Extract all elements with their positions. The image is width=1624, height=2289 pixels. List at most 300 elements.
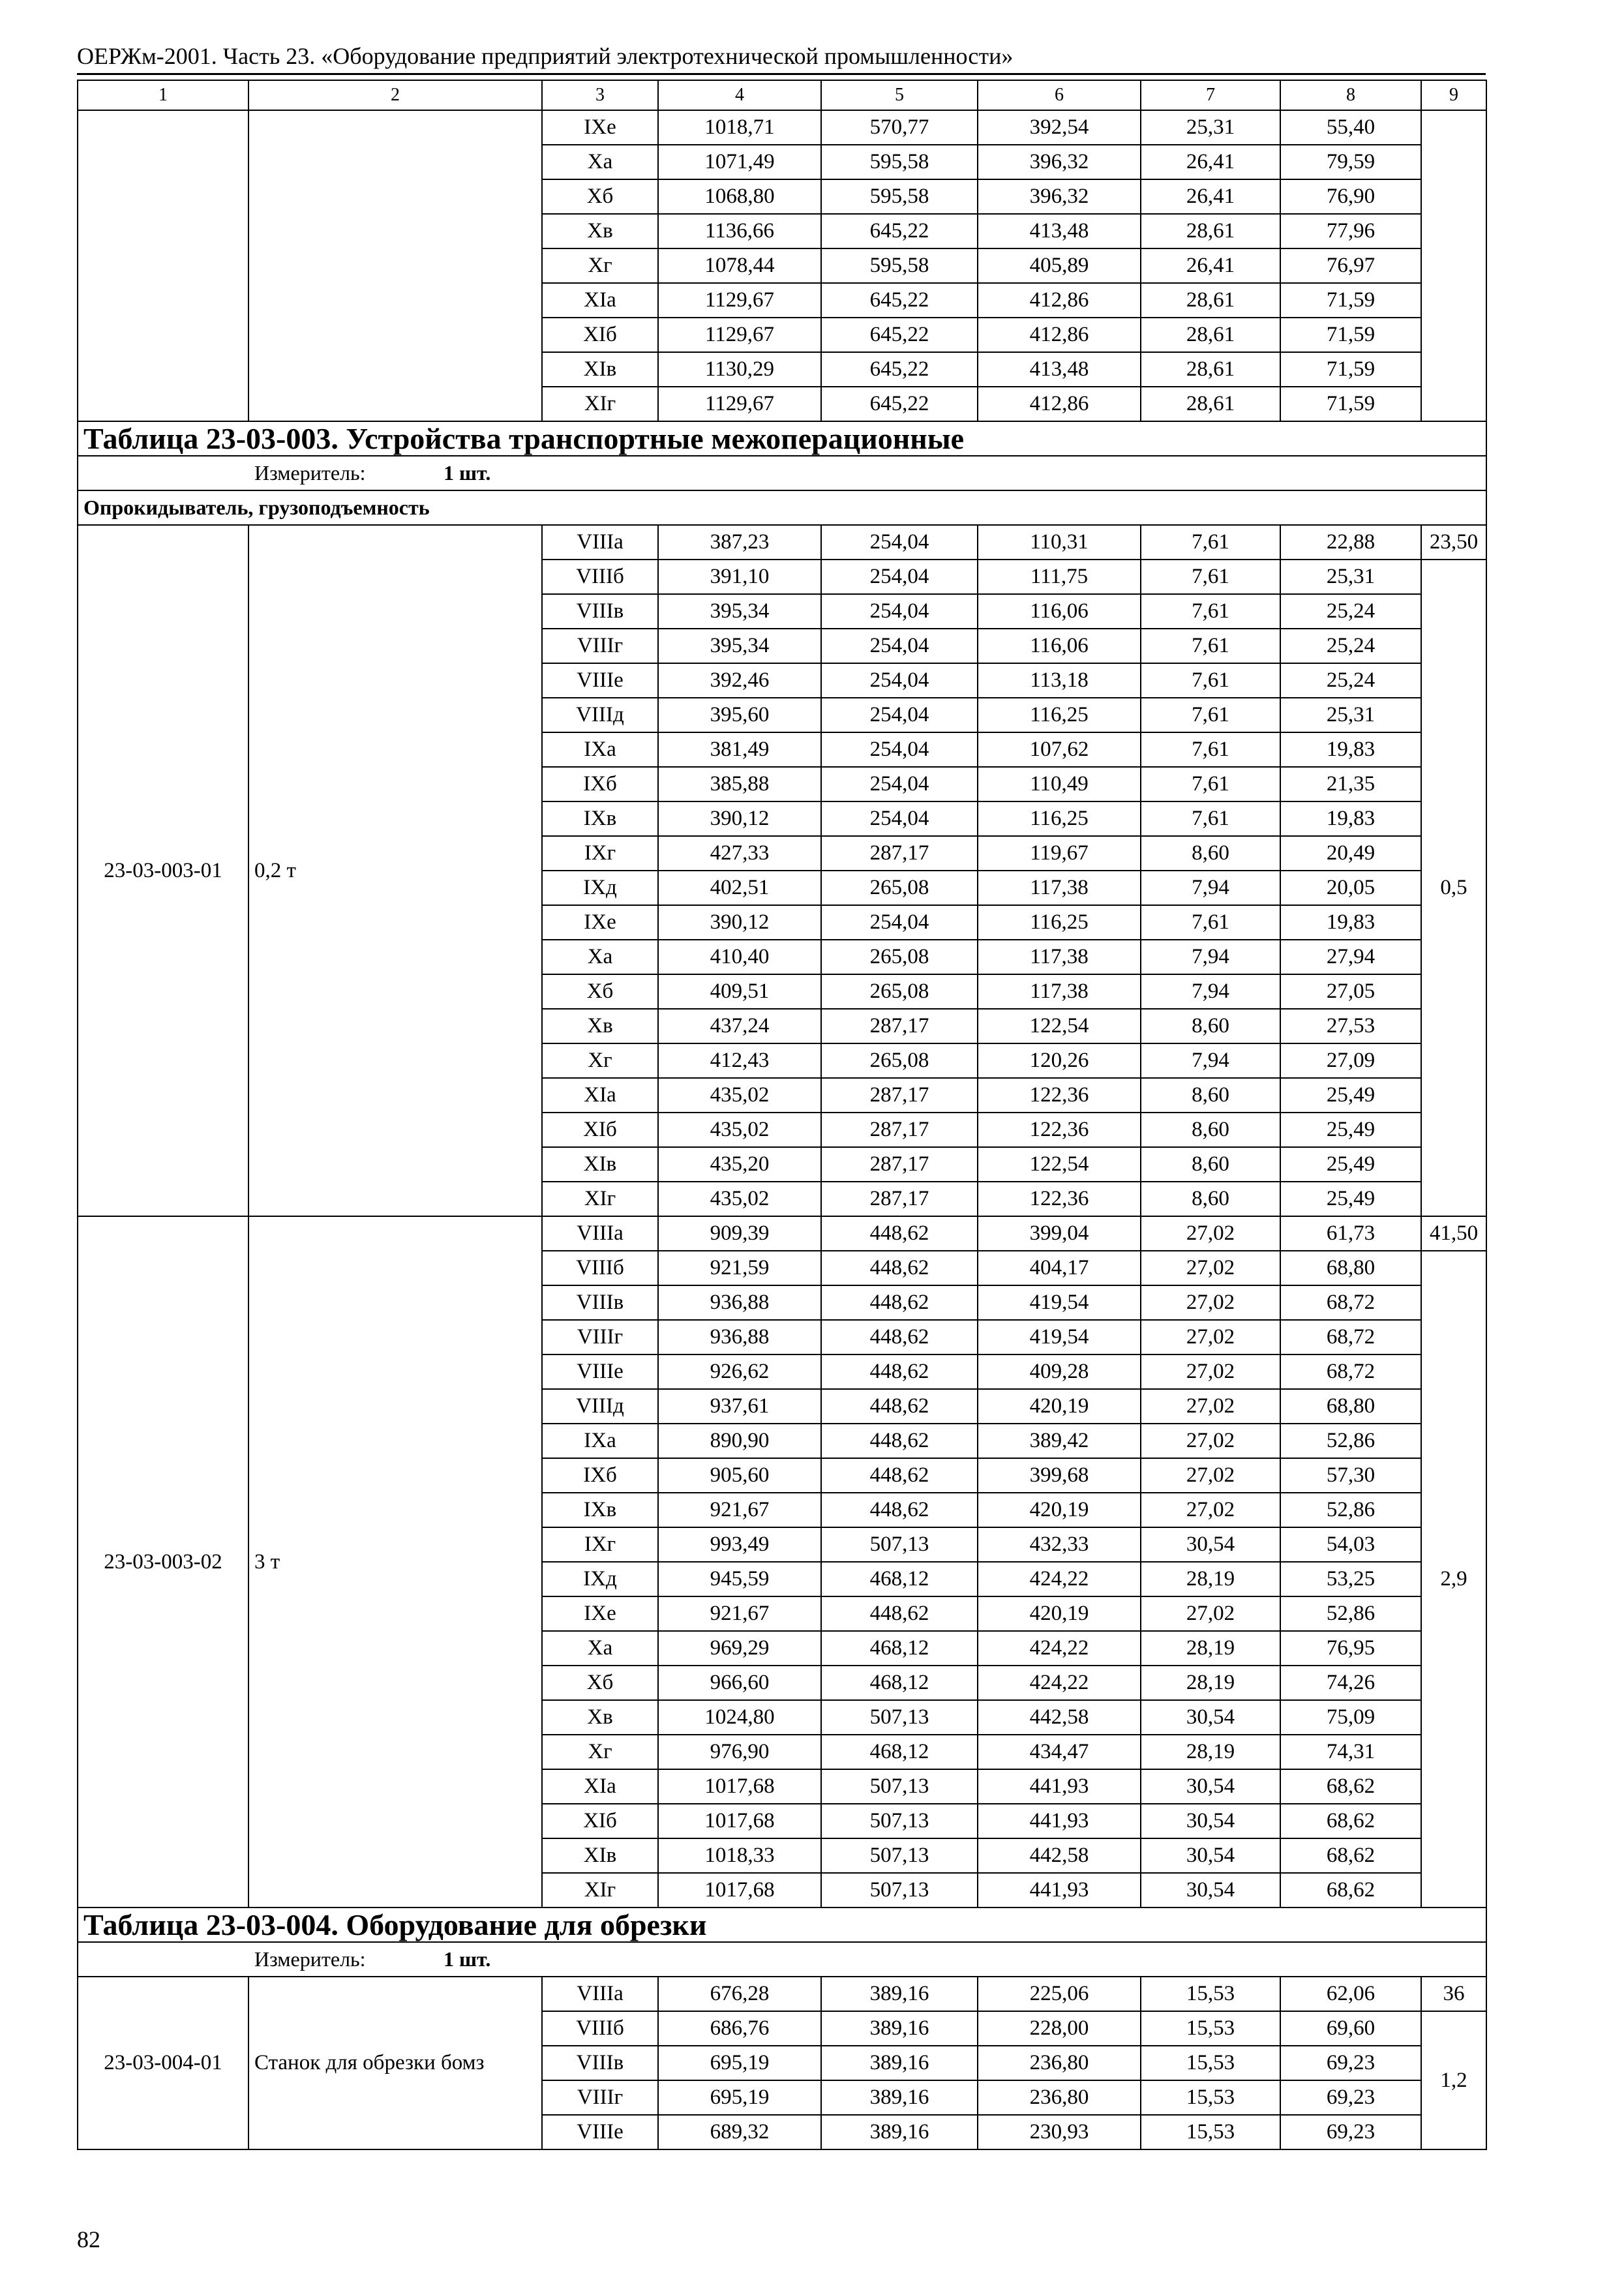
rate-code-cell: 23-03-003-02 [78,1216,248,1908]
labor-cost-cell: 595,58 [821,145,978,179]
total-cost-cell: 1018,33 [658,1838,821,1873]
labor-cost-cell: 265,08 [821,871,978,905]
materials-cost-cell: 55,40 [1280,110,1421,145]
machine-cost-cell: 409,28 [978,1354,1141,1389]
labor-cost-cell: 448,62 [821,1251,978,1285]
labor-cost-cell: 254,04 [821,698,978,732]
operator-wage-cell: 27,02 [1141,1285,1280,1320]
materials-cost-cell: 76,90 [1280,179,1421,214]
labor-cost-cell: 645,22 [821,387,978,421]
machine-cost-cell: 236,80 [978,2080,1141,2115]
column-number-row [78,80,1486,110]
operator-wage-cell: 30,54 [1141,1804,1280,1838]
operator-wage-cell: 7,61 [1141,801,1280,836]
zone-cell: XIв [542,352,658,387]
machine-cost-cell: 396,32 [978,145,1141,179]
materials-cost-cell: 27,53 [1280,1009,1421,1043]
total-cost-cell: 390,12 [658,801,821,836]
header-rule [77,73,1486,75]
operator-wage-cell: 8,60 [1141,1182,1280,1216]
operator-wage-cell: 28,19 [1141,1562,1280,1596]
rates-table [77,80,1487,2150]
operator-wage-cell: 7,61 [1141,629,1280,663]
total-cost-cell: 1136,66 [658,214,821,248]
total-cost-cell: 921,67 [658,1596,821,1631]
total-cost-cell: 435,02 [658,1113,821,1147]
total-cost-cell: 1129,67 [658,283,821,318]
total-cost-cell: 676,28 [658,1977,821,2011]
materials-cost-cell: 69,60 [1280,2011,1421,2046]
materials-cost-cell: 19,83 [1280,732,1421,767]
machine-cost-cell: 419,54 [978,1285,1141,1320]
machine-cost-cell: 110,31 [978,525,1141,560]
zone-cell: Xб [542,974,658,1009]
column-number: 9 [1421,80,1486,110]
materials-cost-cell: 76,97 [1280,248,1421,283]
machine-cost-cell: 419,54 [978,1320,1141,1354]
total-cost-cell: 392,46 [658,663,821,698]
machine-cost-cell: 230,93 [978,2115,1141,2149]
zone-cell: Xв [542,214,658,248]
zone-cell: IXа [542,1424,658,1458]
labor-cost-cell: 448,62 [821,1354,978,1389]
total-cost-cell: 921,67 [658,1493,821,1527]
zone-cell: VIIIа [542,1977,658,2011]
zone-cell: VIIIе [542,2115,658,2149]
labor-cost-cell: 287,17 [821,836,978,871]
zone-cell: VIIIб [542,1251,658,1285]
total-cost-cell: 435,20 [658,1147,821,1182]
total-cost-cell: 905,60 [658,1458,821,1493]
rate-name-cell: 3 т [248,1216,542,1908]
total-cost-cell: 695,19 [658,2080,821,2115]
total-cost-cell: 1078,44 [658,248,821,283]
labor-cost-cell: 468,12 [821,1735,978,1769]
machine-cost-cell: 122,36 [978,1182,1141,1216]
total-cost-cell: 427,33 [658,836,821,871]
labor-cost-cell: 448,62 [821,1458,978,1493]
operator-wage-cell: 28,61 [1141,283,1280,318]
zone-cell: Xб [542,179,658,214]
subtitle-row [78,490,1486,525]
zone-cell: VIIIв [542,1285,658,1320]
operator-wage-cell: 28,19 [1141,1735,1280,1769]
unit-value: 1 шт. [444,461,491,485]
materials-cost-cell: 68,80 [1280,1389,1421,1424]
total-cost-cell: 1017,68 [658,1769,821,1804]
labor-cost-cell: 287,17 [821,1113,978,1147]
materials-cost-cell: 61,73 [1280,1216,1421,1251]
labor-cost-cell: 645,22 [821,214,978,248]
zone-cell: Xг [542,1735,658,1769]
unit-row [78,456,1486,490]
machine-cost-cell: 442,58 [978,1838,1141,1873]
operator-wage-cell: 27,02 [1141,1596,1280,1631]
total-cost-cell: 395,34 [658,629,821,663]
unit-row [78,1942,1486,1977]
unit-value: 1 шт. [444,1947,491,1971]
total-cost-cell: 993,49 [658,1527,821,1562]
total-cost-cell: 395,34 [658,594,821,629]
materials-cost-cell: 69,23 [1280,2046,1421,2080]
machine-cost-cell: 117,38 [978,940,1141,974]
operator-wage-cell: 7,94 [1141,974,1280,1009]
labor-cost-cell: 254,04 [821,663,978,698]
labor-cost-cell: 254,04 [821,801,978,836]
machine-cost-cell: 116,25 [978,698,1141,732]
operator-wage-cell: 28,61 [1141,352,1280,387]
zone-cell: IXг [542,836,658,871]
unit-cell [78,1942,1486,1977]
labor-cost-cell: 254,04 [821,905,978,940]
total-cost-cell: 381,49 [658,732,821,767]
labor-cost-cell: 507,13 [821,1527,978,1562]
zone-cell: VIIIв [542,2046,658,2080]
zone-cell: XIа [542,1078,658,1113]
labor-cost-cell: 265,08 [821,940,978,974]
machine-cost-cell: 117,38 [978,974,1141,1009]
total-cost-cell: 395,60 [658,698,821,732]
total-cost-cell: 412,43 [658,1043,821,1078]
machine-cost-cell: 420,19 [978,1389,1141,1424]
materials-cost-cell: 25,31 [1280,560,1421,594]
operator-wage-cell: 30,54 [1141,1700,1280,1735]
zone-cell: IXв [542,1493,658,1527]
table-row [78,1977,1486,2011]
column-number: 7 [1141,80,1280,110]
operator-wage-cell: 7,61 [1141,732,1280,767]
labor-cost-cell: 595,58 [821,248,978,283]
operator-wage-cell: 8,60 [1141,836,1280,871]
labor-cost-cell: 507,13 [821,1769,978,1804]
zone-cell: VIIIб [542,560,658,594]
total-cost-cell: 1129,67 [658,318,821,352]
materials-cost-cell: 68,72 [1280,1320,1421,1354]
labor-cost-cell: 468,12 [821,1666,978,1700]
total-cost-cell: 1017,68 [658,1804,821,1838]
machine-cost-cell: 117,38 [978,871,1141,905]
zone-cell: IXе [542,1596,658,1631]
machinist-hours-cell: 2,9 [1421,1251,1486,1908]
rate-code-cell [78,110,248,421]
labor-cost-cell: 448,62 [821,1424,978,1458]
machine-cost-cell: 442,58 [978,1700,1141,1735]
machine-cost-cell: 412,86 [978,387,1141,421]
operator-wage-cell: 7,94 [1141,1043,1280,1078]
materials-cost-cell: 71,59 [1280,387,1421,421]
materials-cost-cell: 62,06 [1280,1977,1421,2011]
total-cost-cell: 1018,71 [658,110,821,145]
labor-cost-cell: 254,04 [821,594,978,629]
operator-wage-cell: 28,61 [1141,318,1280,352]
operator-wage-cell: 8,60 [1141,1113,1280,1147]
labor-cost-cell: 507,13 [821,1838,978,1873]
labor-cost-cell: 570,77 [821,110,978,145]
machine-cost-cell: 225,06 [978,1977,1141,2011]
materials-cost-cell: 54,03 [1280,1527,1421,1562]
labor-cost-cell: 254,04 [821,767,978,801]
operator-wage-cell: 7,61 [1141,905,1280,940]
zone-cell: Xв [542,1009,658,1043]
operator-wage-cell: 28,61 [1141,214,1280,248]
labor-cost-cell: 507,13 [821,1873,978,1908]
operator-wage-cell: 30,54 [1141,1527,1280,1562]
operator-wage-cell: 7,94 [1141,940,1280,974]
machine-cost-cell: 111,75 [978,560,1141,594]
labor-hours-cell: 36 [1421,1977,1486,2011]
materials-cost-cell: 68,62 [1280,1838,1421,1873]
total-cost-cell: 976,90 [658,1735,821,1769]
total-cost-cell: 945,59 [658,1562,821,1596]
table-subtitle: Опрокидыватель, грузоподъемность [78,490,1486,525]
total-cost-cell: 391,10 [658,560,821,594]
total-cost-cell: 409,51 [658,974,821,1009]
zone-cell: IXд [542,871,658,905]
zone-cell: IXг [542,1527,658,1562]
rate-name-cell: 0,2 т [248,525,542,1216]
machine-cost-cell: 432,33 [978,1527,1141,1562]
total-cost-cell: 921,59 [658,1251,821,1285]
labor-hours-cell [1421,110,1486,421]
operator-wage-cell: 8,60 [1141,1147,1280,1182]
machine-cost-cell: 107,62 [978,732,1141,767]
materials-cost-cell: 71,59 [1280,318,1421,352]
machine-cost-cell: 420,19 [978,1596,1141,1631]
labor-cost-cell: 265,08 [821,1043,978,1078]
machine-cost-cell: 404,17 [978,1251,1141,1285]
total-cost-cell: 1068,80 [658,179,821,214]
total-cost-cell: 695,19 [658,2046,821,2080]
total-cost-cell: 909,39 [658,1216,821,1251]
machine-cost-cell: 116,06 [978,629,1141,663]
total-cost-cell: 410,40 [658,940,821,974]
total-cost-cell: 1071,49 [658,145,821,179]
operator-wage-cell: 15,53 [1141,2115,1280,2149]
operator-wage-cell: 28,19 [1141,1631,1280,1666]
labor-hours-cell: 23,50 [1421,525,1486,560]
operator-wage-cell: 27,02 [1141,1251,1280,1285]
materials-cost-cell: 25,49 [1280,1182,1421,1216]
labor-cost-cell: 645,22 [821,318,978,352]
materials-cost-cell: 25,49 [1280,1147,1421,1182]
materials-cost-cell: 75,09 [1280,1700,1421,1735]
labor-cost-cell: 287,17 [821,1009,978,1043]
total-cost-cell: 969,29 [658,1631,821,1666]
document-header: ОЕРЖм-2001. Часть 23. «Оборудование предприятий электротехнической промышленности» [77,43,1014,69]
zone-cell: IXа [542,732,658,767]
materials-cost-cell: 68,62 [1280,1873,1421,1908]
operator-wage-cell: 26,41 [1141,179,1280,214]
machine-cost-cell: 113,18 [978,663,1141,698]
materials-cost-cell: 27,05 [1280,974,1421,1009]
total-cost-cell: 890,90 [658,1424,821,1458]
operator-wage-cell: 27,02 [1141,1320,1280,1354]
materials-cost-cell: 27,94 [1280,940,1421,974]
labor-cost-cell: 448,62 [821,1216,978,1251]
materials-cost-cell: 68,80 [1280,1251,1421,1285]
materials-cost-cell: 20,05 [1280,871,1421,905]
labor-cost-cell: 448,62 [821,1285,978,1320]
labor-cost-cell: 265,08 [821,974,978,1009]
materials-cost-cell: 71,59 [1280,283,1421,318]
machine-cost-cell: 412,86 [978,283,1141,318]
zone-cell: Xа [542,940,658,974]
labor-cost-cell: 645,22 [821,283,978,318]
labor-cost-cell: 254,04 [821,629,978,663]
total-cost-cell: 1017,68 [658,1873,821,1908]
rate-code-cell: 23-03-003-01 [78,525,248,1216]
machine-cost-cell: 392,54 [978,110,1141,145]
materials-cost-cell: 19,83 [1280,905,1421,940]
unit-cell [78,456,1486,490]
materials-cost-cell: 74,26 [1280,1666,1421,1700]
materials-cost-cell: 71,59 [1280,352,1421,387]
materials-cost-cell: 74,31 [1280,1735,1421,1769]
total-cost-cell: 437,24 [658,1009,821,1043]
operator-wage-cell: 27,02 [1141,1424,1280,1458]
machine-cost-cell: 441,93 [978,1804,1141,1838]
operator-wage-cell: 15,53 [1141,2046,1280,2080]
total-cost-cell: 385,88 [658,767,821,801]
machine-cost-cell: 405,89 [978,248,1141,283]
operator-wage-cell: 15,53 [1141,1977,1280,2011]
table-title-row [78,421,1486,456]
materials-cost-cell: 52,86 [1280,1424,1421,1458]
machine-cost-cell: 424,22 [978,1562,1141,1596]
materials-cost-cell: 69,23 [1280,2080,1421,2115]
operator-wage-cell: 7,61 [1141,560,1280,594]
labor-cost-cell: 389,16 [821,2080,978,2115]
zone-cell: IXб [542,1458,658,1493]
labor-cost-cell: 448,62 [821,1320,978,1354]
labor-cost-cell: 287,17 [821,1147,978,1182]
labor-hours-cell: 41,50 [1421,1216,1486,1251]
materials-cost-cell: 57,30 [1280,1458,1421,1493]
materials-cost-cell: 68,62 [1280,1769,1421,1804]
total-cost-cell: 926,62 [658,1354,821,1389]
operator-wage-cell: 27,02 [1141,1354,1280,1389]
zone-cell: Xг [542,248,658,283]
materials-cost-cell: 20,49 [1280,836,1421,871]
materials-cost-cell: 27,09 [1280,1043,1421,1078]
operator-wage-cell: 30,54 [1141,1873,1280,1908]
operator-wage-cell: 27,02 [1141,1458,1280,1493]
total-cost-cell: 1024,80 [658,1700,821,1735]
zone-cell: XIб [542,318,658,352]
zone-cell: XIв [542,1838,658,1873]
operator-wage-cell: 28,19 [1141,1666,1280,1700]
zone-cell: VIIIг [542,1320,658,1354]
zone-cell: XIв [542,1147,658,1182]
labor-cost-cell: 287,17 [821,1182,978,1216]
machine-cost-cell: 441,93 [978,1873,1141,1908]
materials-cost-cell: 52,86 [1280,1596,1421,1631]
rate-name-cell: Станок для обрезки бомз [248,1977,542,2149]
machine-cost-cell: 399,04 [978,1216,1141,1251]
page-number: 82 [77,2226,100,2252]
labor-cost-cell: 448,62 [821,1389,978,1424]
materials-cost-cell: 68,72 [1280,1354,1421,1389]
materials-cost-cell: 68,72 [1280,1285,1421,1320]
zone-cell: XIг [542,387,658,421]
machine-cost-cell: 424,22 [978,1631,1141,1666]
labor-cost-cell: 448,62 [821,1493,978,1527]
column-number: 2 [248,80,542,110]
zone-cell: VIIIв [542,594,658,629]
materials-cost-cell: 25,24 [1280,629,1421,663]
machine-cost-cell: 236,80 [978,2046,1141,2080]
machine-cost-cell: 122,36 [978,1078,1141,1113]
column-number: 1 [78,80,248,110]
materials-cost-cell: 77,96 [1280,214,1421,248]
column-number: 6 [978,80,1141,110]
total-cost-cell: 435,02 [658,1182,821,1216]
materials-cost-cell: 25,49 [1280,1078,1421,1113]
zone-cell: VIIIе [542,1354,658,1389]
machine-cost-cell: 110,49 [978,767,1141,801]
operator-wage-cell: 26,41 [1141,145,1280,179]
machine-cost-cell: 228,00 [978,2011,1141,2046]
zone-cell: Xа [542,1631,658,1666]
operator-wage-cell: 30,54 [1141,1838,1280,1873]
materials-cost-cell: 19,83 [1280,801,1421,836]
operator-wage-cell: 7,61 [1141,525,1280,560]
machine-cost-cell: 119,67 [978,836,1141,871]
labor-cost-cell: 389,16 [821,2011,978,2046]
machine-cost-cell: 122,54 [978,1009,1141,1043]
operator-wage-cell: 7,61 [1141,698,1280,732]
materials-cost-cell: 25,31 [1280,698,1421,732]
machine-cost-cell: 412,86 [978,318,1141,352]
zone-cell: XIб [542,1113,658,1147]
materials-cost-cell: 21,35 [1280,767,1421,801]
total-cost-cell: 966,60 [658,1666,821,1700]
operator-wage-cell: 8,60 [1141,1078,1280,1113]
zone-cell: VIIIд [542,1389,658,1424]
labor-cost-cell: 448,62 [821,1596,978,1631]
zone-cell: XIа [542,1769,658,1804]
machine-cost-cell: 434,47 [978,1735,1141,1769]
machine-cost-cell: 122,36 [978,1113,1141,1147]
zone-cell: XIа [542,283,658,318]
operator-wage-cell: 7,94 [1141,871,1280,905]
materials-cost-cell: 53,25 [1280,1562,1421,1596]
zone-cell: XIг [542,1873,658,1908]
labor-cost-cell: 595,58 [821,179,978,214]
zone-cell: IXв [542,801,658,836]
machinist-hours-cell: 0,5 [1421,560,1486,1216]
zone-cell: VIIIа [542,1216,658,1251]
zone-cell: VIIIд [542,698,658,732]
machine-cost-cell: 424,22 [978,1666,1141,1700]
zone-cell: VIIIг [542,629,658,663]
zone-cell: VIIIе [542,663,658,698]
zone-cell: Xг [542,1043,658,1078]
unit-label: Измеритель: [254,1947,366,1971]
table-title-row [78,1908,1486,1942]
materials-cost-cell: 76,95 [1280,1631,1421,1666]
labor-cost-cell: 645,22 [821,352,978,387]
materials-cost-cell: 25,49 [1280,1113,1421,1147]
zone-cell: XIб [542,1804,658,1838]
labor-cost-cell: 254,04 [821,525,978,560]
total-cost-cell: 686,76 [658,2011,821,2046]
zone-cell: VIIIг [542,2080,658,2115]
zone-cell: Xв [542,1700,658,1735]
machine-cost-cell: 122,54 [978,1147,1141,1182]
column-number: 5 [821,80,978,110]
labor-cost-cell: 389,16 [821,2046,978,2080]
